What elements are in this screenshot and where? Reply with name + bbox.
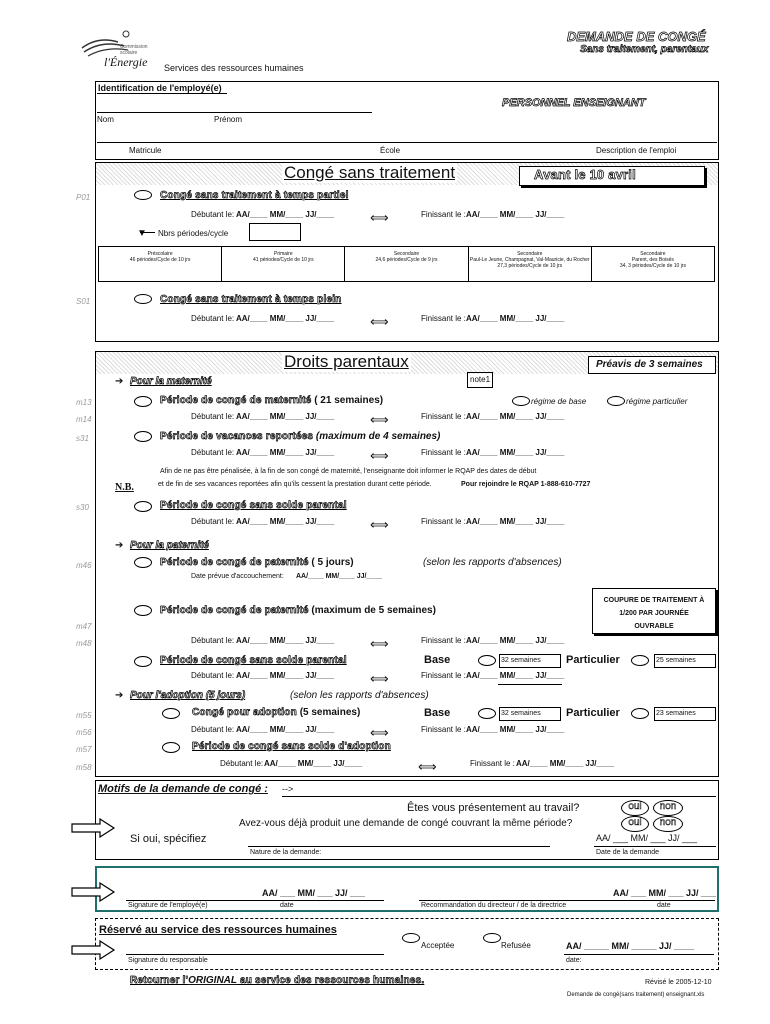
- motifs-label: Motifs de la demande de congé :: [98, 783, 268, 795]
- plein-fin-date[interactable]: AA/____ MM/____ JJ/____: [466, 314, 565, 323]
- ss-fin-date[interactable]: AA/____ MM/____ JJ/____: [466, 517, 565, 526]
- q2-non-button[interactable]: non: [653, 816, 683, 832]
- employe-date-label: date: [280, 902, 294, 909]
- plein-fin-label: Finissant le :: [421, 314, 466, 323]
- logo-small-text: Commission scolaire: [120, 44, 148, 56]
- adopt-ss-debut-date[interactable]: AA/____ MM/____ JJ/____: [264, 759, 363, 768]
- ecole-label: École: [380, 146, 401, 155]
- acceptee-radio[interactable]: [402, 933, 420, 943]
- adoption-label: Pour l'adoption (5 jours): [130, 690, 246, 701]
- accouchement-label: Date prévue d'accouchement:: [191, 573, 284, 580]
- nb-text1: Afin de ne pas être pénalisée, à la fin de son congé de maternité, l'enseignante doit informer le RQAP des dates de début: [160, 468, 537, 475]
- employe-sign-date[interactable]: AA/ ___ MM/ ___ JJ/ ___: [262, 888, 366, 898]
- period-cell: Secondaire Parent, des Boisés 34, 3 périodes/Cycle de 10 jrs: [619, 251, 686, 269]
- adopt-base-radio[interactable]: [478, 708, 496, 719]
- adopt-particulier-label: Particulier: [566, 707, 620, 719]
- period-cell: Secondaire Paul-Le Jeune, Champagnat, Val-Mauricie, du Rocher 27,3 périodes/Cycle de 10 jrs: [469, 247, 592, 281]
- paternite-radio[interactable]: [134, 557, 152, 568]
- sans-traitement-title: Congé sans traitement: [284, 163, 456, 182]
- code-m48: m48: [76, 639, 92, 648]
- adopt-ss-fin-label: Finissant le :: [470, 759, 515, 768]
- semaines23-box: 23 semaines: [654, 707, 716, 721]
- ss2-debut-date[interactable]: AA/____ MM/____ JJ/____: [236, 671, 335, 680]
- retour-instruction: Retourner l'ORIGINAL au service des ressources humaines.: [130, 975, 425, 986]
- partiel-fin-label: Finissant le :: [421, 210, 466, 219]
- pat5-radio[interactable]: [134, 605, 152, 616]
- maternite-period-label: Période de congé de maternité ( 21 semaines): [160, 395, 384, 406]
- adopt-debut-label: Débutant le:: [191, 725, 235, 734]
- vacances-radio[interactable]: [134, 431, 152, 442]
- periods-table: [98, 246, 715, 282]
- adopt-fin-date[interactable]: AA/____ MM/____ JJ/____: [466, 725, 565, 734]
- refusee-label: Refusée: [501, 941, 531, 950]
- identification-label: Identification de l'employé(e): [98, 83, 222, 93]
- code-m46: m46: [76, 561, 92, 570]
- period-cell: Secondaire 24,6 périodes/Cycle de 9 jrs: [345, 247, 468, 281]
- right-arrow-icon: ➔: [115, 540, 124, 551]
- si-oui-label: Si oui, spécifiez: [130, 833, 207, 845]
- ss-debut-label: Débutant le:: [191, 517, 235, 526]
- question-travail: Êtes vous présentement au travail?: [407, 802, 580, 814]
- nbrs-label: Nbrs périodes/cycle: [158, 229, 229, 238]
- semaines32-box: 32 semaines: [499, 654, 561, 668]
- adopt-semaines32-box: 32 semaines: [499, 707, 561, 721]
- ss2-fin-date[interactable]: AA/____ MM/____ JJ/____: [466, 671, 565, 680]
- employe-sign-label: Signature de l'employé(e): [128, 902, 208, 909]
- double-arrow-icon: ⟺: [370, 636, 389, 651]
- paternite-label: Pour la paternité: [130, 540, 209, 551]
- code-s31: s31: [76, 434, 89, 443]
- pat5-debut-date[interactable]: AA/____ MM/____ JJ/____: [236, 636, 335, 645]
- description-label: Description de l'emploi: [596, 146, 677, 155]
- adopt-label: Congé pour adoption (5 semaines): [192, 707, 361, 718]
- note-label: note1: [470, 375, 491, 384]
- regime-base-radio[interactable]: [512, 396, 530, 406]
- maternite-radio[interactable]: [134, 396, 152, 407]
- partiel-debut-date[interactable]: AA/____ MM/____ JJ/____: [236, 210, 335, 219]
- sans-solde-radio[interactable]: [134, 501, 152, 512]
- ss-debut-date[interactable]: AA/____ MM/____ JJ/____: [236, 517, 335, 526]
- particulier-radio[interactable]: [631, 655, 649, 666]
- preavis-label: Préavis de 3 semaines: [596, 359, 703, 370]
- nb-phone: Pour rejoindre le RQAP 1-888-610-7727: [461, 481, 591, 488]
- sans-solde2-label: Période de congé sans solde parental: [160, 655, 347, 666]
- regime-part-label: régime particulier: [626, 397, 688, 406]
- adopt-fin-label: Finissant le :: [421, 725, 466, 734]
- motifs-arrow: -->: [282, 784, 294, 794]
- partiel-radio[interactable]: [134, 190, 152, 200]
- nb-text2: et de fin de ses vacances reportées afin qu'ils cessent la prestation durant cette période.: [158, 481, 432, 488]
- directeur-date-label: date: [657, 902, 671, 909]
- prenom-label: Prénom: [214, 115, 243, 124]
- form-title: DEMANDE DE CONGÉ: [567, 29, 706, 44]
- right-arrow-icon: ➔: [115, 690, 124, 701]
- question-demande: Avez-vous déjà produit une demande de congé couvrant la même période?: [239, 818, 573, 829]
- matricule-label: Matricule: [129, 146, 162, 155]
- adopt-ss-label: Période de congé sans solde d'adoption: [192, 741, 391, 752]
- code-s01: S01: [76, 297, 91, 306]
- plein-debut-date[interactable]: AA/____ MM/____ JJ/____: [236, 314, 335, 323]
- logo-text: l'Énergie: [104, 55, 148, 69]
- plein-debut-label: Débutant le:: [191, 314, 235, 323]
- directeur-sign-date[interactable]: AA/ ___ MM/ ___ JJ/ ___: [613, 888, 717, 898]
- pat5-label: Période de congé de paternité (maximum de 5 semaines): [160, 605, 436, 616]
- ss-fin-label: Finissant le :: [421, 517, 466, 526]
- paternite-note: (selon les rapports d'absences): [423, 557, 562, 568]
- down-arrow-icon: ▼: [137, 228, 147, 239]
- coupure-label: COUPURE DE TRAITEMENT À 1/200 PAR JOURNÉE OUVRABLE: [603, 597, 705, 630]
- vac-fin-label: Finissant le :: [421, 448, 466, 457]
- code-m14: m14: [76, 415, 92, 424]
- partiel-label: Congé sans traitement à temps partiel: [160, 190, 349, 201]
- code-m58: m58: [76, 763, 92, 772]
- deadline-label: Avant le 10 avril: [534, 167, 636, 182]
- base-radio[interactable]: [478, 655, 496, 666]
- double-arrow-icon: ⟺: [370, 725, 389, 740]
- regime-part-radio[interactable]: [607, 396, 625, 406]
- parentaux-title: Droits parentaux: [284, 352, 409, 371]
- paternite-period-label: Période de congé de paternité ( 5 jours): [160, 557, 354, 568]
- double-arrow-icon: ⟺: [370, 517, 389, 532]
- reserve-label: Réservé au service des ressources humaines: [99, 924, 337, 936]
- adopt-base-label: Base: [424, 707, 451, 719]
- q1-oui-button[interactable]: oui: [621, 800, 649, 816]
- reserve-date[interactable]: AA/ _____ MM/ _____ JJ/ ____: [566, 941, 695, 951]
- double-arrow-icon: ⟺: [370, 448, 389, 463]
- document-name: Demande de congé(sans traitement) enseignant.xls: [567, 992, 705, 998]
- mat-debut-date[interactable]: AA/____ MM/____ JJ/____: [236, 412, 335, 421]
- adopt-ss-radio[interactable]: [162, 742, 180, 753]
- base-label: Base: [424, 654, 451, 666]
- period-cell: Primaire 41 périodes/Cycle de 10 jrs: [222, 247, 345, 281]
- code-m56: m56: [76, 728, 92, 737]
- reserve-date-label: date:: [566, 957, 582, 964]
- plein-label: Congé sans traitement à temps plein: [160, 294, 342, 305]
- vac-debut-label: Débutant le:: [191, 448, 235, 457]
- date-demande-label: Date de la demande: [596, 849, 660, 856]
- sans-solde-label: Période de congé sans solde parental: [160, 500, 347, 511]
- adopt-debut-date[interactable]: AA/____ MM/____ JJ/____: [236, 725, 335, 734]
- double-arrow-icon: ⟺: [370, 210, 389, 225]
- code-p01: P01: [76, 193, 91, 202]
- pointer-arrow-icon: [70, 818, 116, 838]
- particulier-label: Particulier: [566, 654, 620, 666]
- pointer-arrow-icon: [70, 882, 116, 902]
- pointer-arrow-icon: [70, 940, 116, 960]
- double-arrow-icon: ⟺: [418, 759, 437, 774]
- vac-debut-date[interactable]: AA/____ MM/____ JJ/____: [236, 448, 335, 457]
- adoption-note: (selon les rapports d'absences): [290, 690, 429, 701]
- ss2-debut-label: Débutant le:: [191, 671, 235, 680]
- code-s30: s30: [76, 503, 89, 512]
- pat5-fin-date[interactable]: AA/____ MM/____ JJ/____: [466, 636, 565, 645]
- accouchement-date[interactable]: AA/____ MM/____ JJ/____: [296, 573, 382, 580]
- partiel-debut-label: Débutant le:: [191, 210, 235, 219]
- department-name: Services des ressources humaines: [164, 63, 304, 73]
- double-arrow-icon: ⟺: [370, 671, 389, 686]
- mat-fin-date[interactable]: AA/____ MM/____ JJ/____: [466, 412, 565, 421]
- adopt-radio[interactable]: [162, 708, 180, 719]
- nom-label: Nom: [97, 115, 114, 124]
- double-arrow-icon: ⟺: [370, 412, 389, 427]
- code-m57: m57: [76, 745, 92, 754]
- mat-fin-label: Finissant le :: [421, 412, 466, 421]
- adopt-ss-debut-label: Débutant le:: [220, 759, 264, 768]
- regime-base-label: régime de base: [531, 397, 587, 406]
- form-subtitle: Sans traitement, parentaux: [580, 44, 709, 55]
- vacances-label: Période de vacances reportées (maximum de 4 semaines): [160, 431, 441, 442]
- maternite-label: Pour la maternité: [130, 376, 212, 387]
- ss2-fin-label: Finissant le :: [421, 671, 466, 680]
- q1-non-button[interactable]: non: [653, 800, 683, 816]
- nb-label: N.B.: [115, 482, 134, 493]
- revision-date: Révisé le 2005-12-10: [645, 979, 712, 986]
- code-m13: m13: [76, 398, 92, 407]
- plein-radio[interactable]: [134, 294, 152, 304]
- mat-debut-label: Débutant le:: [191, 412, 235, 421]
- pat5-debut-label: Débutant le:: [191, 636, 235, 645]
- adopt-particulier-radio[interactable]: [631, 708, 649, 719]
- nature-label: Nature de la demande:: [250, 849, 322, 856]
- acceptee-label: Acceptée: [421, 941, 455, 950]
- pat5-fin-label: Finissant le :: [421, 636, 466, 645]
- sans-solde2-radio[interactable]: [134, 656, 152, 667]
- double-arrow-icon: ⟺: [370, 314, 389, 329]
- right-arrow-icon: ➔: [115, 376, 124, 387]
- adopt-ss-fin-date[interactable]: AA/____ MM/____ JJ/____: [516, 759, 615, 768]
- recommandation-label: Recommandation du directeur / de la directrice: [421, 902, 567, 909]
- refusee-radio[interactable]: [483, 933, 501, 943]
- nbrs-input[interactable]: [249, 223, 301, 241]
- code-m55: m55: [76, 711, 92, 720]
- responsable-label: Signature du responsable: [128, 957, 208, 964]
- personnel-label: PERSONNEL ENSEIGNANT: [502, 97, 646, 109]
- q2-oui-button[interactable]: oui: [621, 816, 649, 832]
- semaines25-box: 25 semaines: [654, 654, 716, 668]
- code-m47: m47: [76, 622, 92, 631]
- vac-fin-date[interactable]: AA/____ MM/____ JJ/____: [466, 448, 565, 457]
- period-cell: Préscolaire 46 périodes/Cycle de 10 jrs: [99, 247, 222, 281]
- partiel-fin-date[interactable]: AA/____ MM/____ JJ/____: [466, 210, 565, 219]
- demande-date[interactable]: AA/ ___ MM/ ___ JJ/ ___: [596, 833, 698, 843]
